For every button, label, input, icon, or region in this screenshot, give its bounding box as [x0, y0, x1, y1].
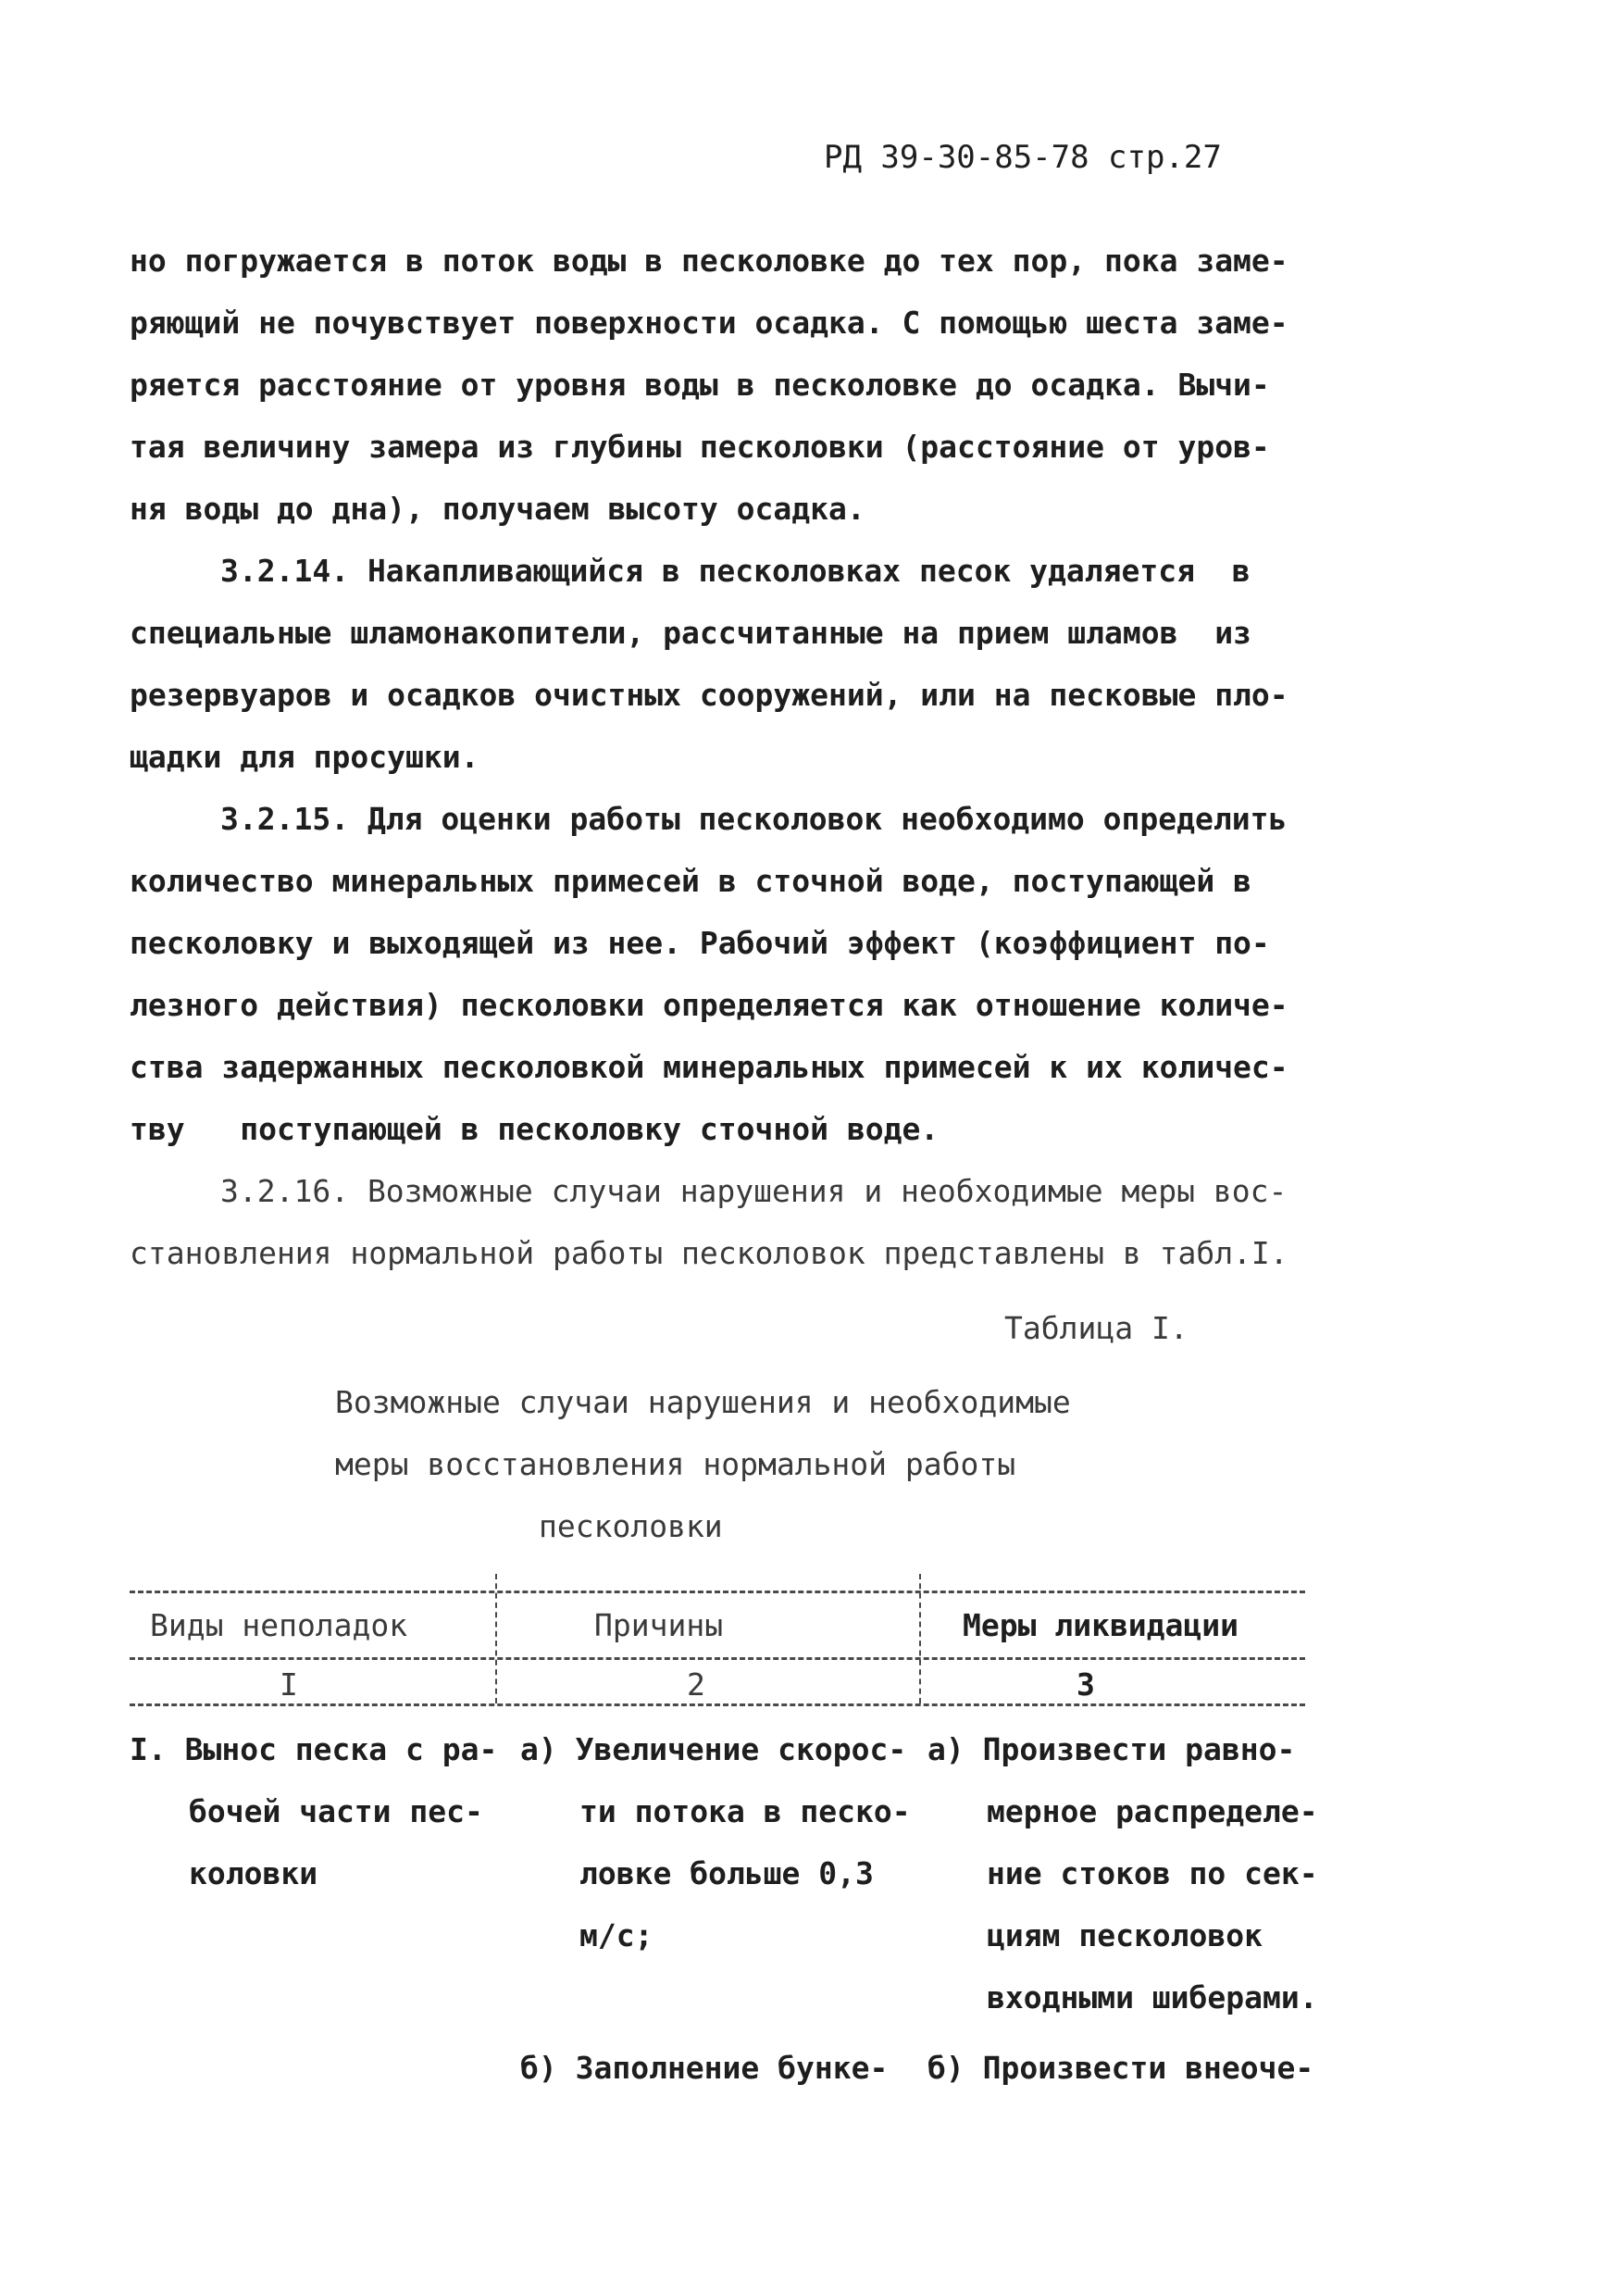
table-cell-measure-line: а) Произвести равно- — [927, 1731, 1296, 1767]
text-line: ства задержанных песколовкой минеральных примесей к их количес- — [130, 1049, 1288, 1085]
table-rule-top — [130, 1591, 1305, 1593]
text-line: ряется расстояние от уровня воды в песколовке до осадка. Вычи- — [130, 367, 1270, 403]
text-line: ня воды до дна), получаем высоту осадка. — [130, 491, 865, 527]
table-cell-cause-line: б) Заполнение бунке- — [520, 2050, 889, 2086]
table-cell-problem-line: I. Вынос песка с ра- — [130, 1731, 498, 1767]
table-column-number: 2 — [687, 1666, 705, 1703]
table-rule-header-bottom — [130, 1657, 1305, 1660]
table-cell-measure-line: б) Произвести внеоче- — [927, 2050, 1314, 2086]
table-label: Таблица I. — [1004, 1310, 1189, 1346]
table-title-line: меры восстановления нормальной работы — [335, 1446, 1016, 1482]
table-header-cell: Меры ликвидации — [963, 1607, 1239, 1643]
text-line: щадки для просушки. — [130, 739, 479, 775]
text-line: резервуаров и осадков очистных сооружений, или на песковые пло- — [130, 677, 1288, 713]
text-line: тая величину замера из глубины песколовки (расстояние от уров- — [130, 429, 1270, 465]
table-header-cell: Причины — [594, 1607, 724, 1643]
table-cell-cause-line: ти потока в песко- — [579, 1793, 911, 1829]
table-column-separator — [919, 1574, 921, 1703]
text-line: песколовку и выходящей из нее. Рабочий эффект (коэффициент по- — [130, 925, 1270, 961]
table-cell-cause-line: а) Увеличение скорос- — [520, 1731, 907, 1767]
table-cell-problem-line: бочей части пес- — [189, 1793, 483, 1829]
table-column-number: 3 — [1077, 1666, 1095, 1703]
text-line: 3.2.14. Накапливающийся в песколовках песок удаляется в — [220, 553, 1251, 589]
table-rule-numbers-bottom — [130, 1703, 1305, 1706]
text-line: лезного действия) песколовки определяется как отношение количе- — [130, 987, 1288, 1023]
text-line: 3.2.15. Для оценки работы песколовок необходимо определить — [220, 801, 1288, 837]
table-cell-measure-line: циям песколовок — [987, 1917, 1263, 1953]
table-cell-cause-line: м/с; — [579, 1917, 653, 1953]
table-cell-measure-line: входными шиберами. — [987, 1979, 1318, 2015]
table-cell-cause-line: ловке больше 0,3 — [579, 1855, 874, 1891]
table-column-separator — [495, 1574, 497, 1703]
document-header: РД 39-30-85-78 стр.27 — [824, 139, 1222, 176]
text-line: тву поступающей в песколовку сточной воде. — [130, 1111, 940, 1147]
text-line: количество минеральных примесей в сточной воде, поступающей в — [130, 863, 1251, 899]
table-column-number: I — [280, 1666, 298, 1703]
table-cell-problem-line: коловки — [189, 1855, 318, 1891]
text-line: специальные шламонакопители, рассчитанные на прием шламов из — [130, 615, 1251, 651]
table-title-line: песколовки — [539, 1508, 723, 1544]
table-cell-measure-line: мерное распределе- — [987, 1793, 1318, 1829]
table-title-line: Возможные случаи нарушения и необходимые — [335, 1384, 1071, 1420]
table-header-cell: Виды неполадок — [150, 1607, 408, 1643]
table-cell-measure-line: ние стоков по сек- — [987, 1855, 1318, 1891]
text-line: 3.2.16. Возможные случаи нарушения и необходимые меры вос- — [220, 1173, 1288, 1209]
text-line: ряющий не почувствует поверхности осадка. С помощью шеста заме- — [130, 305, 1288, 341]
text-line: становления нормальной работы песколовок представлены в табл.I. — [130, 1235, 1288, 1271]
text-line: но погружается в поток воды в песколовке до тех пор, пока заме- — [130, 243, 1288, 279]
